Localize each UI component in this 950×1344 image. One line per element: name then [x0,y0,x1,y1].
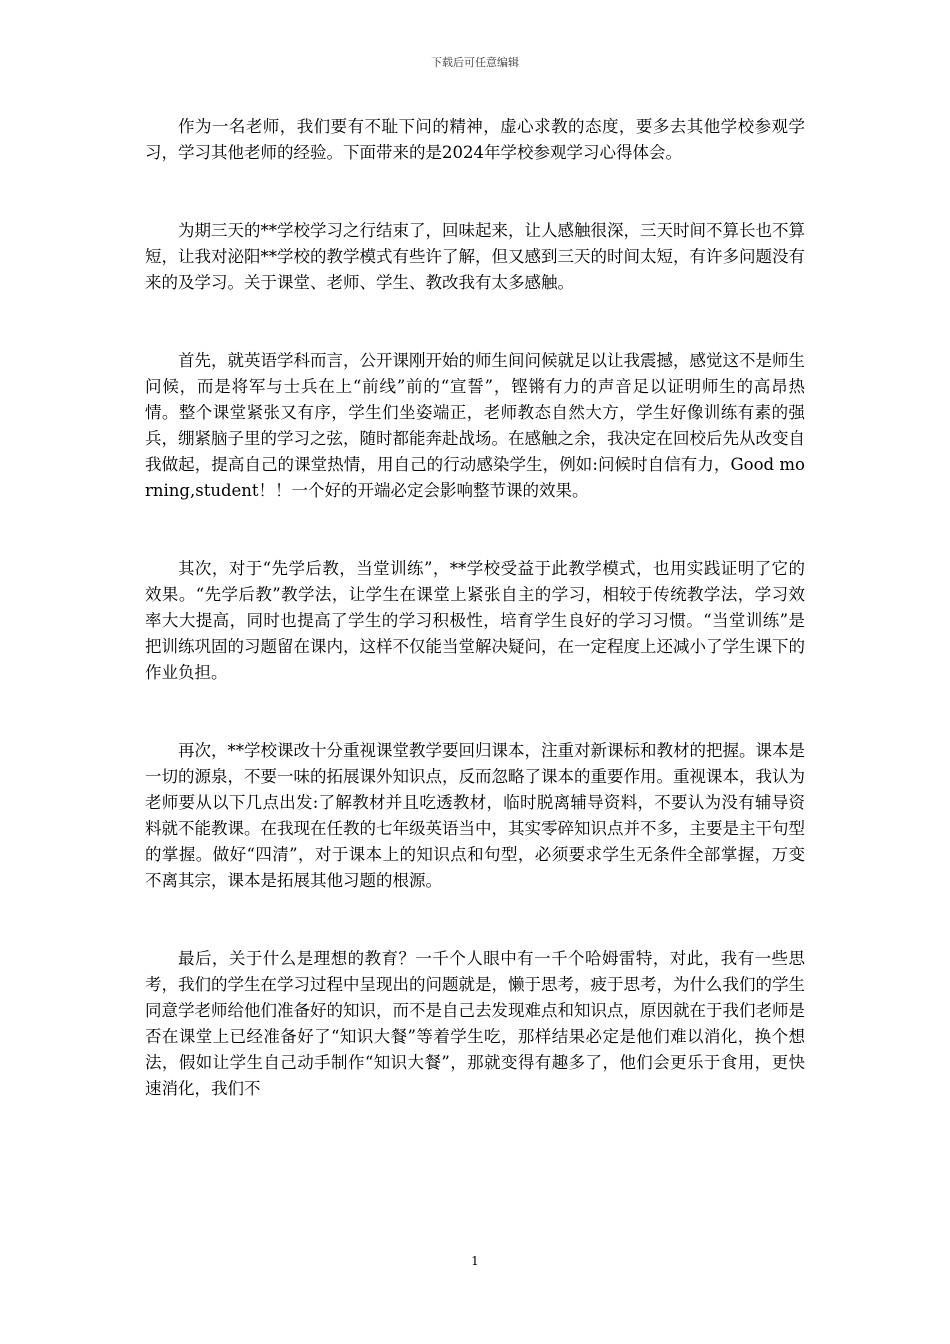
paragraph-gap [145,686,805,738]
paragraph-first: 首先，就英语学科而言，公开课刚开始的师生间问候就足以让我震撼，感觉这不是师生问候，而是将军与士兵在上“前线”前的“宣誓”，铿锵有力的声音足以证明师生的高昂热情。整个课堂紧张又有序，学生们坐姿端正，老师教态自然大方，学生好像训练有素的强兵，绷紧脑子里的学习之弦，随时都能奔赴战场。在感触之余，我决定在回校后先从改变自我做起，提高自己的课堂热情，用自己的行动感染学生，例如:问候时自信有力，Good morning,student！！一个好的开端必定会影响整节课的效果。 [145,351,805,500]
paragraph-third: 再次，**学校课改十分重视课堂教学要回归课本，注重对新课标和教材的把握。课本是一切的源泉，不要一味的拓展课外知识点，反而忽略了课本的重要作用。重视课本，我认为老师要从以下几点出发:了解教材并且吃透教材，临时脱离辅导资料，不要认为没有辅导资料就不能教课。在我现在任教的七年级英语当中，其实零碎知识点并不多，主要是主干句型的掌握。做好“四清”，对于课本上的知识点和句型，必须要求学生无条件全部掌握，万变不离其宗，课本是拓展其他习题的根源。 [145,741,805,890]
page-header: 下载后可任意编辑 [431,56,519,69]
paragraph-gap [145,166,805,218]
paragraph-overview: 为期三天的**学校学习之行结束了，回味起来，让人感触很深，三天时间不算长也不算短，让我对泌阳**学校的教学模式有些许了解，但又感到三天的时间太短，有许多问题没有来的及学习。关于课堂、老师、学生、教改我有太多感触。 [145,221,805,292]
page-number: 1 [471,1254,479,1268]
document-body [145,114,805,1102]
paragraph-second: 其次，对于“先学后教，当堂训练”，**学校受益于此教学模式，也用实践证明了它的效果。“先学后教”教学法，让学生在课堂上紧张自主的学习，相较于传统教学法，学习效率大大提高，同时也提高了学生的学习积极性，培育学生良好的学习习惯。“当堂训练”是把训练巩固的习题留在课内，这样不仅能当堂解决疑问，在一定程度上还减小了学生课下的作业负担。 [145,559,805,682]
paragraph-last: 最后，关于什么是理想的教育？一千个人眼中有一千个哈姆雷特，对此，我有一些思考，我们的学生在学习过程中呈现出的问题就是，懒于思考，疲于思考，为什么我们的学生同意学老师给他们准备好的知识，而不是自己去发现难点和知识点，原因就在于我们老师是否在课堂上已经准备好了“知识大餐”等着学生吃，那样结果必定是他们难以消化，换个想法，假如让学生自己动手制作“知识大餐”，那就变得有趣多了，他们会更乐于食用，更快速消化，我们不 [145,949,805,1098]
paragraph-gap [145,296,805,348]
paragraph-gap [145,894,805,946]
paragraph-intro: 作为一名老师，我们要有不耻下问的精神，虚心求教的态度，要多去其他学校参观学习，学习其他老师的经验。下面带来的是2024年学校参观学习心得体会。 [145,117,805,162]
paragraph-gap [145,504,805,556]
